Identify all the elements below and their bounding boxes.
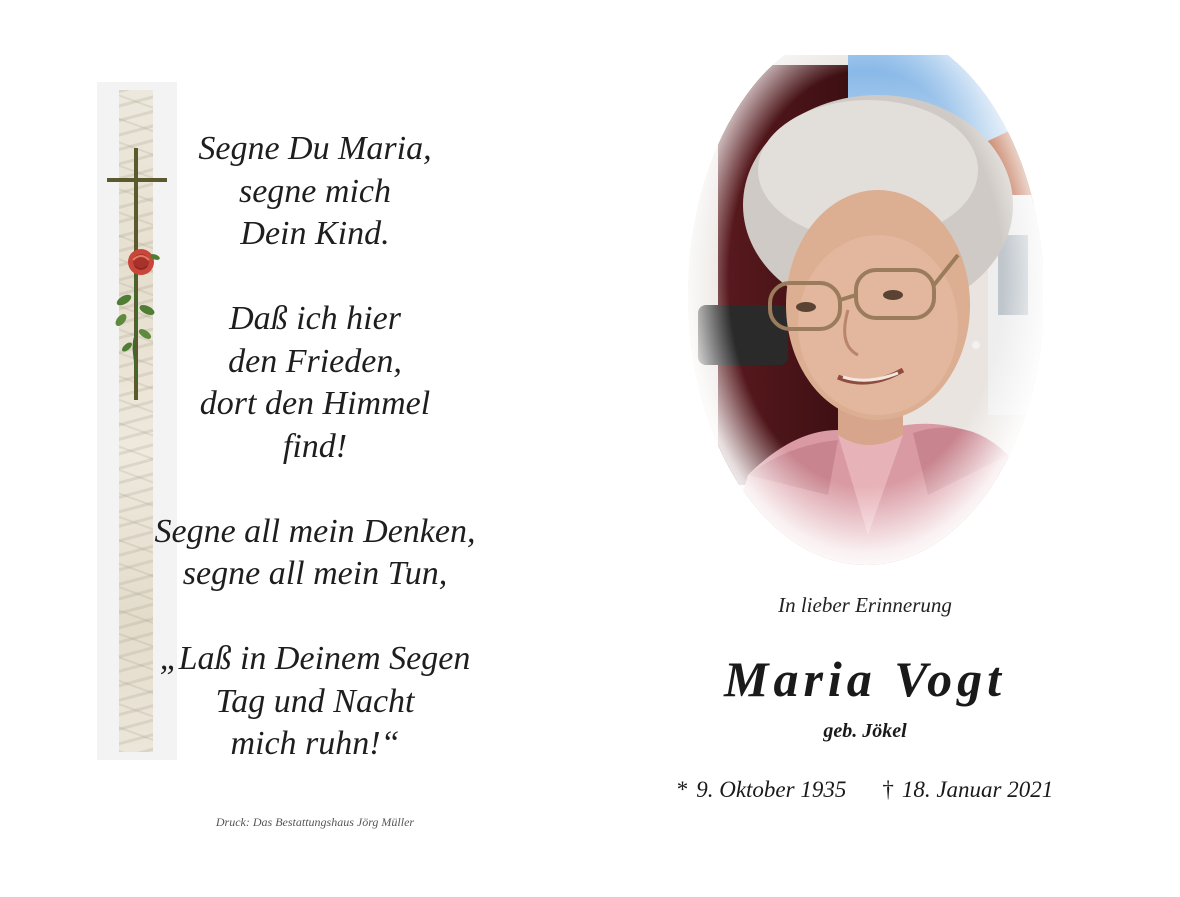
poem-line: segne all mein Tun,: [182, 555, 448, 592]
poem-line: Tag und Nacht: [215, 682, 415, 720]
poem-line: Daß ich hier: [229, 300, 401, 337]
memorial-intro: In lieber Erinnerung: [778, 593, 952, 617]
poem-stanza-gap: [100, 256, 530, 299]
life-dates: [640, 777, 1090, 803]
poem-line: den Frieden,: [228, 342, 402, 380]
poem-line: segne mich: [238, 172, 391, 210]
poem-line: Segne all mein Denken,: [154, 512, 476, 550]
poem-stanza-gap: [100, 596, 530, 639]
poem-line: mich ruhn!“: [230, 725, 400, 762]
death-cross-icon: †: [882, 777, 894, 802]
deceased-name: Maria Vogt: [723, 651, 1006, 707]
death-date: 18. Januar 2021: [901, 777, 1054, 802]
poem-line: Dein Kind.: [240, 215, 390, 252]
poem-stanza-gap: [100, 468, 530, 511]
birth-date: 9. Oktober 1935: [696, 777, 847, 802]
poem-line: „Laß in Deinem Segen: [159, 640, 471, 677]
poem-line: dort den Himmel: [199, 385, 431, 422]
poem-line: find!: [282, 427, 348, 465]
printer-credit: Druck: Das Bestattungshaus Jörg Müller: [215, 815, 415, 829]
poem-line: Segne Du Maria,: [198, 130, 432, 167]
birth-star-icon: *: [676, 777, 689, 802]
maiden-name: geb. Jökel: [823, 720, 907, 742]
portrait-photo: [688, 55, 1043, 575]
poem: [100, 128, 530, 766]
